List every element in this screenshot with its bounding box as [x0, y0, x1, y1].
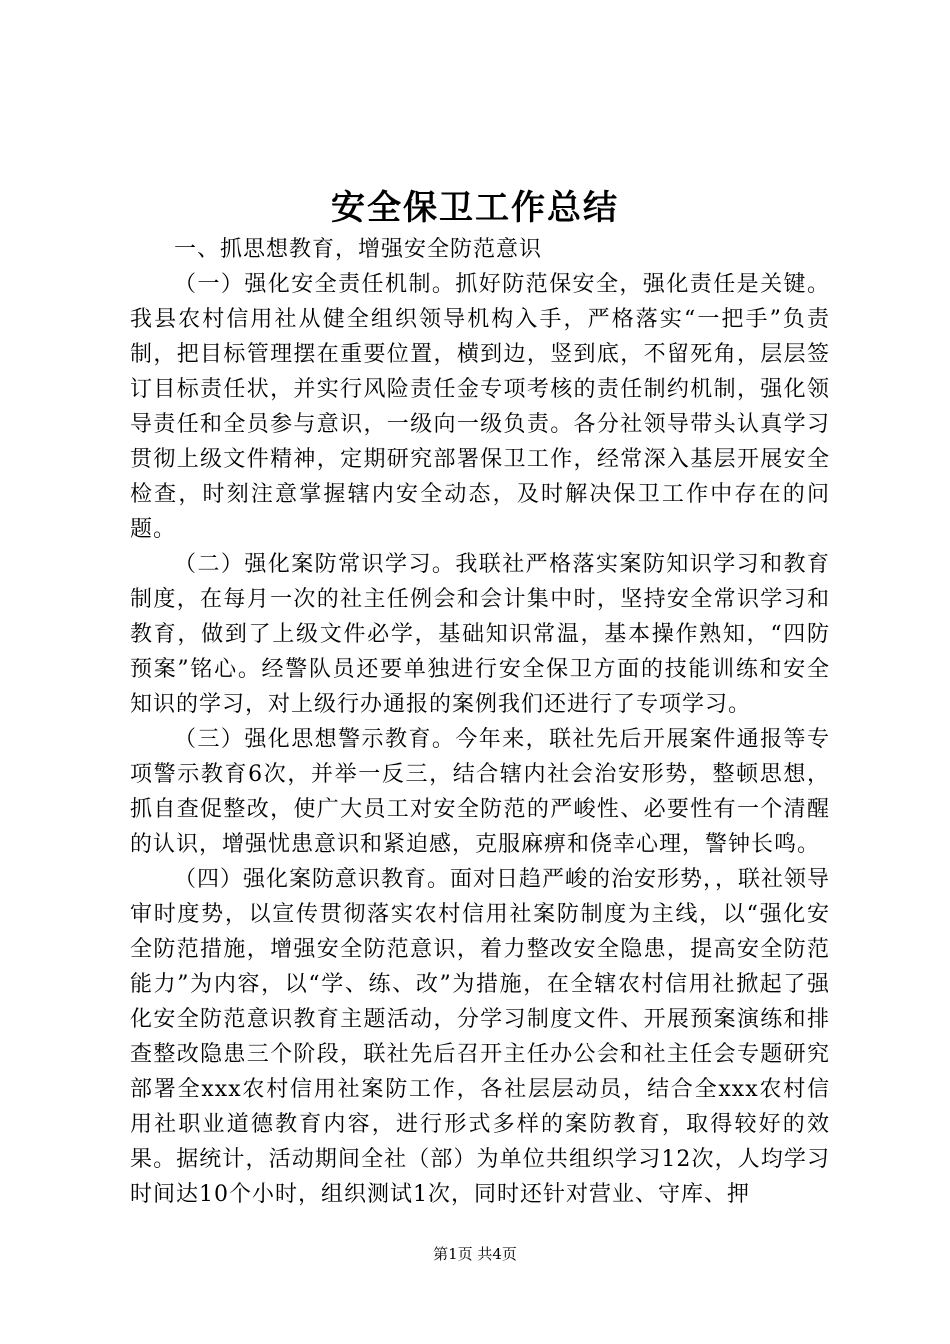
paragraph-4: （四）强化案防意识教育。面对日趋严峻的治安形势，，联社领导审时度势，以宣传贯彻落实农村信用社案防制度为主线，以“强化安全防范措施，增强安全防范意识，着力整改安全隐患，提高安全防范能力”为内容，以“学、练、改”为措施，在全辖农村信用社掀起了强化安全防范意识教育主题活动，分学习制度文件、开展预案演练和排查整改隐患三个阶段，联社先后召开主任办公会和社主任会专题研究部署全xxx农村信用社案防工作，各社层层动员，结合全xxx农村信用社职业道德教育内容，进行形式多样的案防教育，取得较好的效果。据统计，活动期间全社（部）为单位共组织学习12次，人均学习时间达10个小时，组织测试1次，同时还针对营业、守库、押 [130, 867, 831, 1207]
section-heading: 一、抓思想教育，增强安全防范意识 [174, 237, 543, 262]
document-title: 安全保卫工作总结 [331, 188, 619, 228]
paragraph-3: （三）强化思想警示教育。今年来，联社先后开展案件通报等专项警示教育6次，并举一反三，结合辖内社会治安形势，整顿思想，抓自查促整改，使广大员工对安全防范的严峻性、必要性有一个清醒的认识，增强忧患意识和紧迫感，克服麻痹和侥幸心理，警钟长鸣。 [130, 727, 830, 857]
page-footer: 第1页 共4页 [433, 1245, 517, 1263]
paragraph-1: （一）强化安全责任机制。抓好防范保安全，强化责任是关键。我县农村信用社从健全组织领导机构入手，严格落实“一把手”负责制，把目标管理摆在重要位置，横到边，竖到底，不留死角，层层签订目标责任状，并实行风险责任金专项考核的责任制约机制，强化领导责任和全员参与意识，一级向一级负责。各分社领导带头认真学习贯彻上级文件精神，定期研究部署保卫工作，经常深入基层开展安全检查，时刻注意掌握辖内安全动态，及时解决保卫工作中存在的问题。 [130, 272, 830, 542]
document-body [130, 232, 830, 1212]
paragraph-2: （二）强化案防常识学习。我联社严格落实案防知识学习和教育制度，在每月一次的社主任例会和会计集中时，坚持安全常识学习和教育，做到了上级文件必学，基础知识常温，基本操作熟知，“四防预案”铭心。经警队员还要单独进行安全保卫方面的技能训练和安全知识的学习，对上级行办通报的案例我们还进行了专项学习。 [130, 552, 830, 717]
